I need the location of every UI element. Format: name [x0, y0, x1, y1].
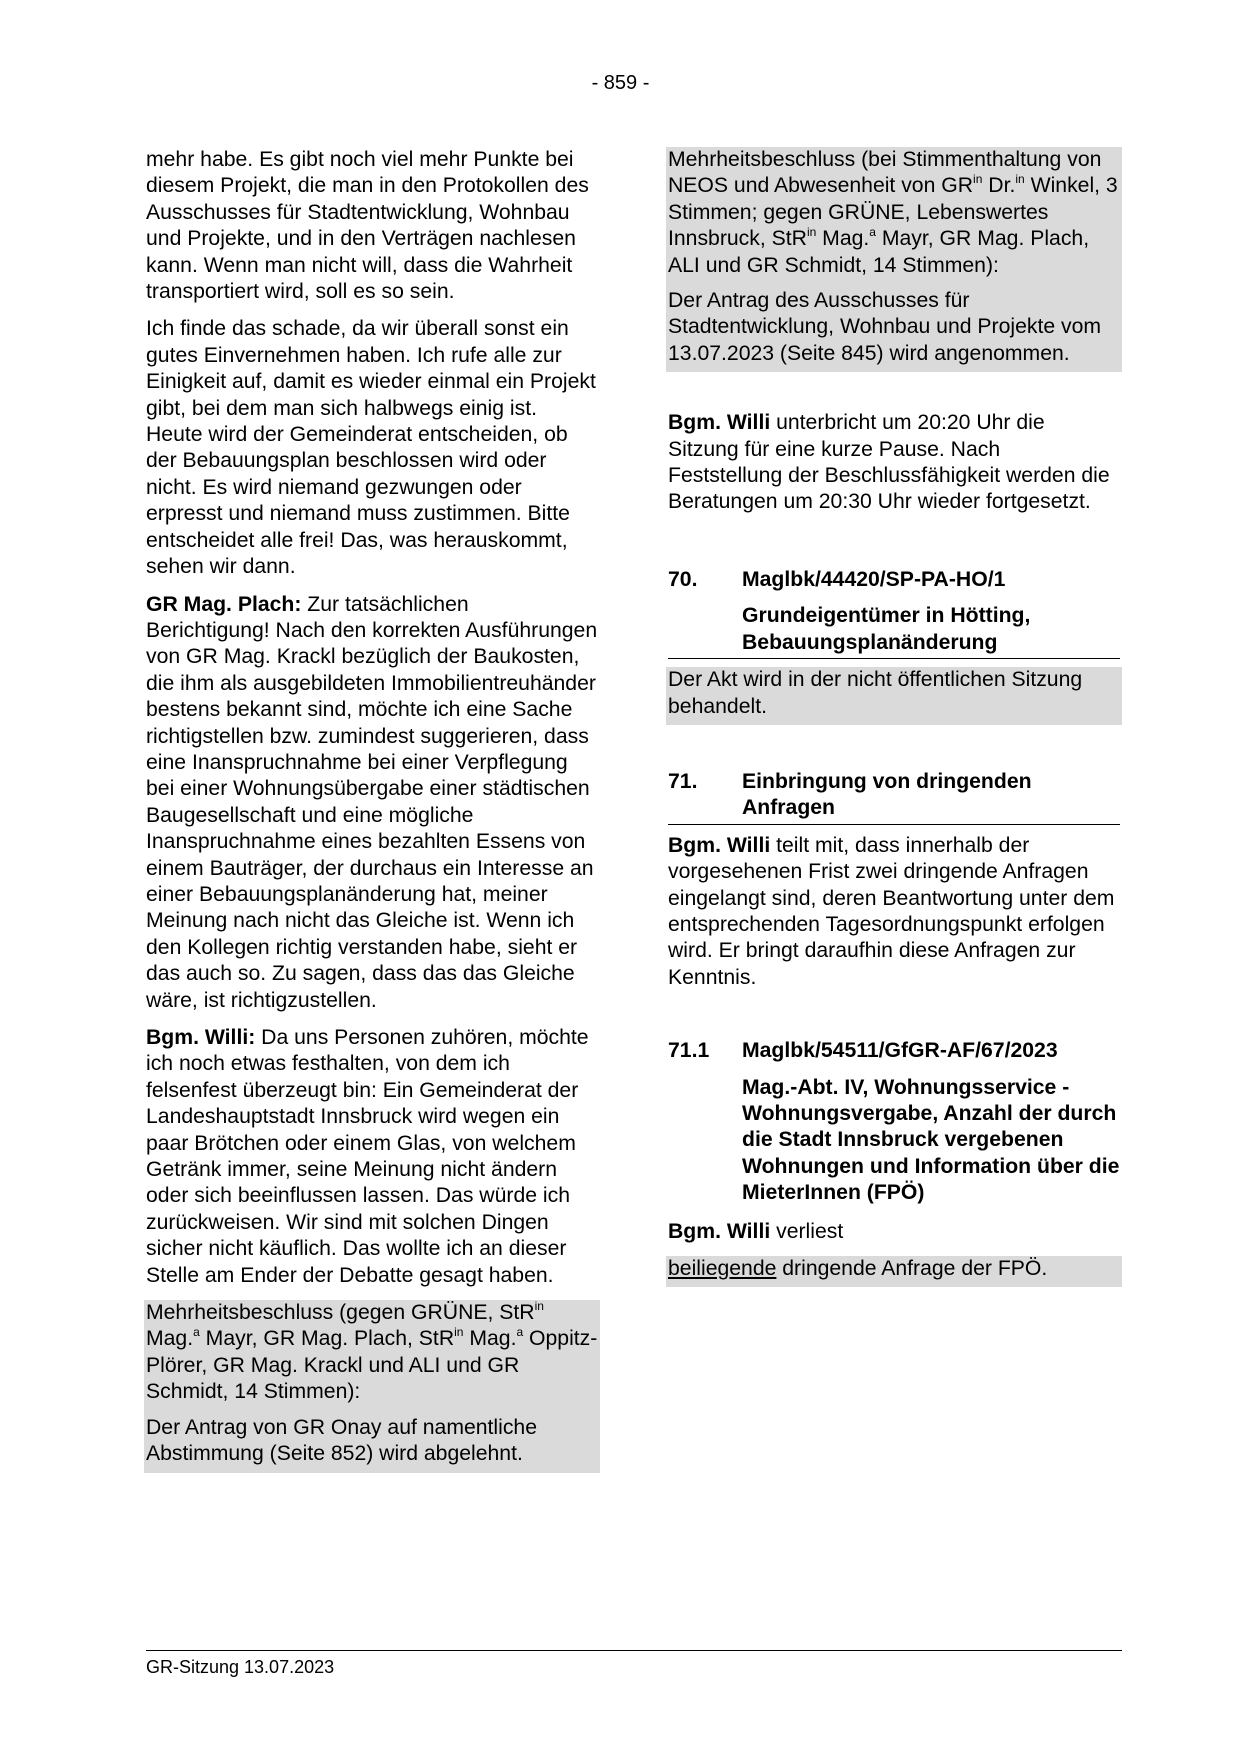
agenda-note: Der Akt wird in der nicht öffentlichen Sitzung behandelt. [668, 668, 1083, 718]
speaker-name: Bgm. Willi [668, 1219, 771, 1243]
left-column [146, 147, 598, 1473]
agenda-title: Einbringung von dringenden Anfragen [742, 769, 1032, 820]
resolution-vote: Mehrheitsbeschluss (gegen GRÜNE, StR$^{in}$ Mag.$^a$ Mayr, GR Mag. Plach, StR$^{in}$ Mag.$^a$ Oppitz-Plörer, GR Mag. Krackl und ALI und GR Schmidt, 14 Stimmen): [146, 1299, 598, 1404]
agenda-title: Grundeigentümer in Hötting, Bebauungsplanänderung [668, 603, 1120, 659]
paragraph: Ich finde das schade, da wir überall sonst ein gutes Einvernehmen haben. Ich rufe alle zur Einigkeit auf, damit es wieder einmal ein Projekt gibt, bei dem man sich halbwegs einig ist. Heute wird der Gemeinderat entscheiden, ob der Bebauungsplan beschlossen wird oder nicht. Es wird niemand gezwungen oder erpresst und niemand muss zustimmen. Bitte entscheidet alle frei! Das, was herauskommt, sehen wir dann. [146, 317, 596, 579]
paragraph [146, 1025, 598, 1289]
speech-text: unterbricht um 20:20 Uhr die Sitzung für eine kurze Pause. Nach Feststellung der Beschlussfähigkeit werden die Beratungen um 20:30 Uhr wieder fortgesetzt. [668, 411, 1110, 514]
agenda-code: Maglbk/44420/SP-PA-HO/1 [742, 567, 1006, 591]
speech-text: Da uns Personen zuhören, möchte ich noch etwas festhalten, von dem ich felsenfest überzeugt bin: Ein Gemeinderat der Landeshauptstadt Innsbruck wird wegen ein paar Brötchen oder einem Glas, von welchem Getränk immer, seine Meinung nicht ändern oder sich beeinflussen lassen. Das würde ich zurückweisen. Wir sind mit solchen Dingen sicher nicht käuflich. Das wollte ich an dieser Stelle am Ender der Debatte gesagt haben. [146, 1026, 589, 1287]
agenda-title: Mag.-Abt. IV, Wohnungsservice - Wohnungsvergabe, Anzahl der durch die Stadt Innsbruck vergebenen Wohnungen und Information über die MieterInnen (FPÖ) [742, 1075, 1120, 1205]
attachment-block [666, 1256, 1122, 1287]
agenda-code: Maglbk/54511/GfGR-AF/67/2023 [742, 1039, 1058, 1063]
resolution-result: Der Antrag des Ausschusses für Stadtentwicklung, Wohnbau und Projekte vom 13.07.2023 (Seite 845) wird angenommen. [668, 289, 1102, 365]
resolution-block [144, 1300, 600, 1472]
resolution-block [666, 147, 1122, 372]
footer: GR-Sitzung 13.07.2023 [146, 1657, 335, 1677]
right-column [668, 147, 1120, 1287]
agenda-number: 71. [668, 769, 698, 793]
agenda-number: 71.1 [668, 1039, 710, 1063]
paragraph: mehr habe. Es gibt noch viel mehr Punkte bei diesem Projekt, die man in den Protokollen des Ausschusses für Stadtentwicklung, Wohnbau und Projekte, und in den Verträgen nachlesen kann. Wenn man nicht will, dass die Wahrheit transportiert wird, soll es so sein. [146, 148, 589, 304]
speaker-name: Bgm. Willi: [146, 1026, 256, 1049]
resolution-result: Der Antrag von GR Onay auf namentliche Abstimmung (Seite 852) wird abgelehnt. [146, 1415, 537, 1466]
agenda-item-71-1 [668, 1038, 1120, 1064]
agenda-note-block [666, 667, 1122, 725]
speech-text: verliest [770, 1219, 844, 1243]
paragraph [668, 1219, 1120, 1245]
speaker-name: GR Mag. Plach: [146, 592, 302, 616]
resolution-vote: Mehrheitsbeschluss (bei Stimmenthaltung von NEOS und Abwesenheit von $GR^{in}$ Dr.$^{in}$ Winkel, 3 Stimmen; gegen GRÜNE, Lebenswertes Innsbruck, StR$^{in}$ Mag.$^a$ Mayr, GR Mag. Plach, ALI und GR Schmidt, 14 Stimmen): [668, 148, 1118, 277]
paragraph [668, 833, 1120, 991]
agenda-item-70 [668, 567, 1120, 593]
speaker-name: Bgm. Willi [668, 411, 771, 435]
footer-divider [146, 1650, 1122, 1651]
speaker-name: Bgm. Willi [668, 833, 771, 857]
page-number: - 859 - [591, 72, 650, 94]
paragraph [146, 592, 598, 1015]
attachment-note: beiliegende dringende Anfrage der FPÖ. [668, 1257, 1048, 1280]
paragraph [668, 410, 1120, 516]
speech-text: Zur tatsächlichen Berichtigung! Nach den korrekten Ausführungen von GR Mag. Krackl bezüglich der Baukosten, die ihm als ausgebildeten Immobilientreuhänder bestens bekannt sind, möchte ich eine Sache richtigstellen bzw. zumindest suggerieren, dass eine Inanspruchnahme bei einer Verpflegung bei einer Wohnungsübergabe einer städtischen Baugesellschaft und eine mögliche Inanspruchnahme eines bezahlten Essens von einem Bauträger, der durchaus ein Interesse an einer Bebauungsplanänderung hat, meiner Meinung nach nicht das Gleiche ist. Wenn ich den Kollegen richtig verstanden habe, sieht er das auch so. Zu sagen, dass das das Gleiche wäre, ist richtigzustellen. [146, 592, 598, 1012]
attachment-link[interactable]: beiliegende [668, 1257, 777, 1280]
agenda-item-71 [668, 769, 1120, 825]
speech-text: teilt mit, dass innerhalb der vorgesehenen Frist zwei dringende Anfragen eingelangt sind, deren Beantwortung unter dem entsprechenden Tagesordnungspunkt erfolgen wird. Er bringt daraufhin diese Anfragen zur Kenntnis. [668, 833, 1115, 989]
agenda-number: 70. [668, 567, 698, 591]
